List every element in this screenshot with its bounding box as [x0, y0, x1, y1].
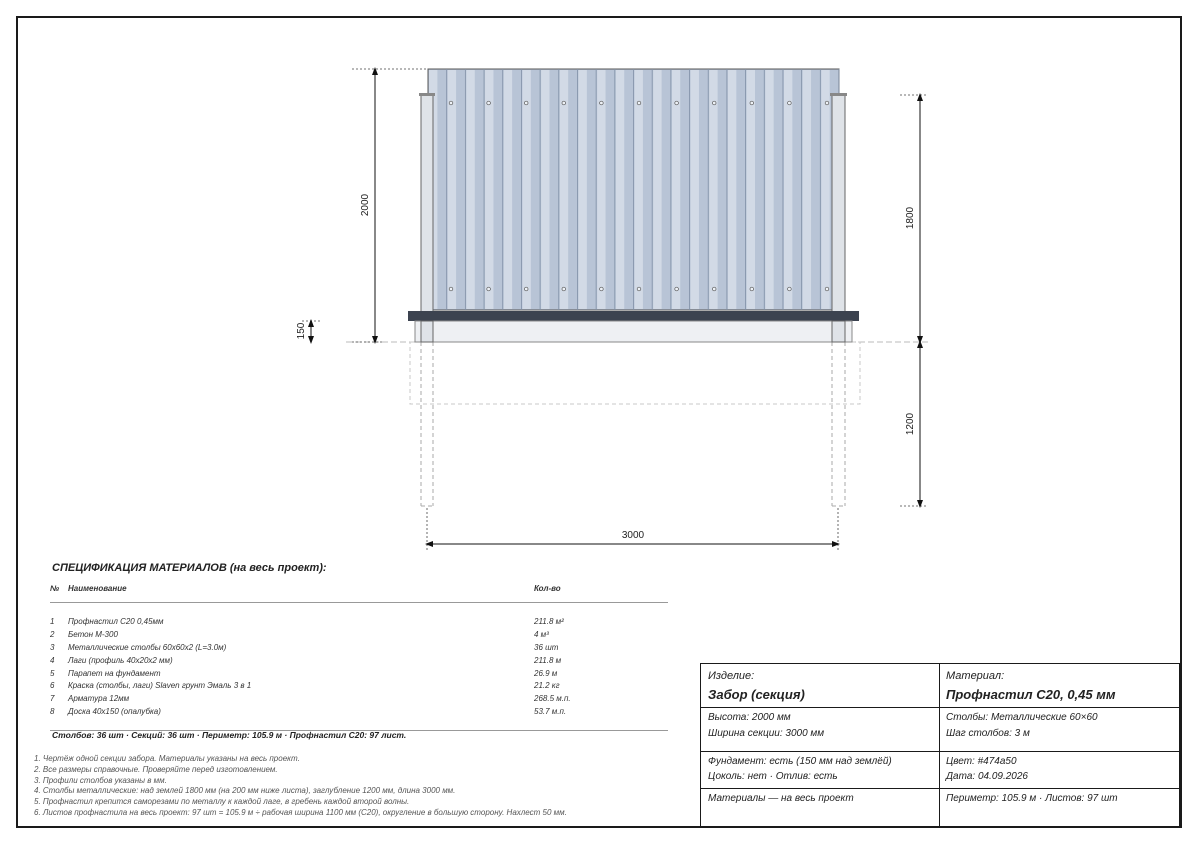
screw [562, 287, 566, 291]
material-value: Профнастил С20, 0,45 мм [946, 687, 1116, 702]
sheet-rib [448, 70, 456, 309]
spec-cell-num: 3 [50, 642, 55, 652]
spec-summary: Столбов: 36 шт · Секций: 36 шт · Периметр: 105.9 м · Профнастил С20: 97 лист. [52, 730, 407, 740]
sheet-rib [635, 70, 643, 309]
sheet-rib [672, 70, 680, 309]
spec-cell-num: 5 [50, 668, 55, 678]
spec-table [50, 584, 668, 731]
product-value: Забор (секция) [708, 687, 805, 702]
post-cap-right [830, 93, 847, 96]
screw [637, 287, 641, 291]
screw [825, 101, 829, 105]
screw [712, 287, 716, 291]
note-line: 6. Листов профнастила на весь проект: 97 шт = 105.9 м ÷ рабочая ширина 1100 мм (С20), округление в большую сторону. Нахлест 50 мм. [34, 807, 567, 817]
post-step-info: Шаг столбов: 3 м [946, 728, 1030, 739]
spec-title: СПЕЦИФИКАЦИЯ МАТЕРИАЛОВ (на весь проект): [52, 562, 327, 574]
spec-cell-qty: 268.5 м.п. [534, 694, 571, 704]
spec-row [50, 705, 668, 718]
sheet-rib [747, 70, 755, 309]
sheet-rib [485, 70, 493, 309]
sheet-rib [821, 70, 829, 309]
screw [637, 101, 641, 105]
spec-cell-name: Профнастил С20 0,45мм [68, 616, 164, 626]
height-info: Высота: 2000 мм [708, 712, 791, 723]
title-block-divider [701, 788, 1179, 789]
dim-label-total-height: 2000 [360, 193, 371, 217]
spec-cell-qty: 21.2 кг [534, 681, 560, 691]
screw [487, 101, 491, 105]
sheet-rib [765, 70, 773, 309]
spec-cell-qty: 211.8 м [534, 655, 562, 665]
sheet-rib [653, 70, 661, 309]
screw [675, 287, 679, 291]
dim-label-post-height: 1800 [905, 206, 916, 230]
title-block-divider [701, 707, 1179, 708]
screw [825, 287, 829, 291]
screw [712, 101, 716, 105]
post-cap-left [419, 93, 435, 96]
sheet-rib [709, 70, 717, 309]
dimension-section-width [427, 508, 838, 550]
post-right [832, 95, 845, 342]
spec-row [50, 692, 668, 705]
spec-cell-num: 6 [50, 681, 55, 691]
spec-row [50, 679, 668, 692]
foundation-info: Фундамент: есть (150 мм над землёй) [708, 756, 892, 767]
post-left-base [421, 321, 433, 342]
note-line: 2. Все размеры справочные. Проверяйте перед изготовлением. [34, 764, 278, 774]
dim-label-section-width: 3000 [621, 530, 645, 541]
sheet-rib [803, 70, 811, 309]
spec-row [50, 667, 668, 680]
screw [675, 101, 679, 105]
screw [788, 101, 792, 105]
width-info: Ширина секции: 3000 мм [708, 728, 825, 739]
post-right-base [832, 321, 845, 342]
sheet-rib [597, 70, 605, 309]
dim-label-post-depth: 1200 [905, 412, 916, 436]
spec-header-name: Наименование [68, 584, 127, 593]
spec-cell-qty: 4 м³ [534, 629, 549, 639]
screw [750, 101, 754, 105]
screw [750, 287, 754, 291]
sheet-rib [728, 70, 736, 309]
post-underground-right [832, 342, 845, 506]
spec-row [50, 654, 668, 667]
note-line: 5. Профнастил крепится саморезами по металлу к каждой лаге, в гребень каждой второй волны. [34, 797, 410, 807]
screw [449, 101, 453, 105]
screw [600, 287, 604, 291]
materials-note: Материалы — на весь проект [708, 793, 854, 804]
spec-cell-name: Доска 40x150 (опалубка) [68, 707, 161, 717]
title-block-divider [701, 751, 1179, 752]
sheet-rib [466, 70, 474, 309]
sheet-rib [541, 70, 549, 309]
post-left [421, 95, 433, 342]
spec-cell-qty: 53.7 м.п. [534, 707, 567, 717]
title-block-divider [939, 664, 940, 826]
screw [487, 287, 491, 291]
spec-cell-name: Лаги (профиль 40x20x2 мм) [68, 655, 173, 665]
foundation-band [415, 321, 852, 342]
perimeter-info: Периметр: 105.9 м · Листов: 97 шт [946, 793, 1118, 804]
sheet-rib [616, 70, 624, 309]
spec-cell-name: Парапет на фундамент [68, 668, 161, 678]
spec-header-num: № [50, 584, 60, 593]
sheet-rib [522, 70, 530, 309]
drawing-notes [34, 754, 567, 819]
screw [524, 287, 528, 291]
spec-cell-name: Арматура 12мм [68, 694, 130, 704]
spec-row [50, 628, 668, 641]
spec-cell-name: Бетон М-300 [68, 629, 118, 639]
spec-cell-qty: 26.9 м [534, 668, 558, 678]
title-block [700, 663, 1180, 827]
spec-cell-qty: 36 шт [534, 642, 559, 652]
plinth-info: Цоколь: нет · Отлив: есть [708, 771, 838, 782]
note-line: 3. Профили столбов указаны в мм. [34, 775, 167, 785]
posts-info: Столбы: Металлические 60×60 [946, 712, 1098, 723]
date-info: Дата: 04.09.2026 [946, 771, 1028, 782]
spec-header-qty: Кол-во [534, 584, 561, 593]
screw [449, 287, 453, 291]
sheet-rib [504, 70, 512, 309]
screw [788, 287, 792, 291]
sheet-rib [691, 70, 699, 309]
screw [524, 101, 528, 105]
dim-label-plinth-height: 150 [296, 322, 307, 340]
post-underground-left [421, 342, 433, 506]
spec-header-row [50, 584, 668, 603]
material-label: Материал: [946, 670, 1005, 682]
spec-row [50, 615, 668, 628]
screw [562, 101, 566, 105]
sheet-rib [560, 70, 568, 309]
plinth-cap [408, 311, 859, 321]
foundation-underground [410, 342, 860, 404]
spec-cell-num: 8 [50, 707, 55, 717]
sheet-rib [578, 70, 586, 309]
screw [600, 101, 604, 105]
product-label: Изделие: [708, 670, 755, 682]
spec-cell-num: 2 [50, 629, 55, 639]
spec-cell-qty: 211.8 м² [534, 616, 564, 626]
color-info: Цвет: #474a50 [946, 756, 1017, 767]
note-line: 4. Столбы металлические: над землей 1800 мм (на 200 мм ниже листа), заглубление 1200 мм, длина 3000 мм. [34, 786, 456, 796]
spec-cell-num: 4 [50, 655, 55, 665]
spec-cell-num: 1 [50, 616, 55, 626]
spec-cell-num: 7 [50, 694, 55, 704]
spec-row [50, 641, 668, 654]
spec-cell-name: Краска (столбы, лаги) Slaven грунт Эмаль 3 в 1 [68, 681, 252, 691]
spec-cell-name: Металлические столбы 60x60x2 (L=3.0м) [68, 642, 227, 652]
sheet-rib [784, 70, 792, 309]
note-line: 1. Чертёж одной секции забора. Материалы указаны на весь проект. [34, 754, 300, 763]
